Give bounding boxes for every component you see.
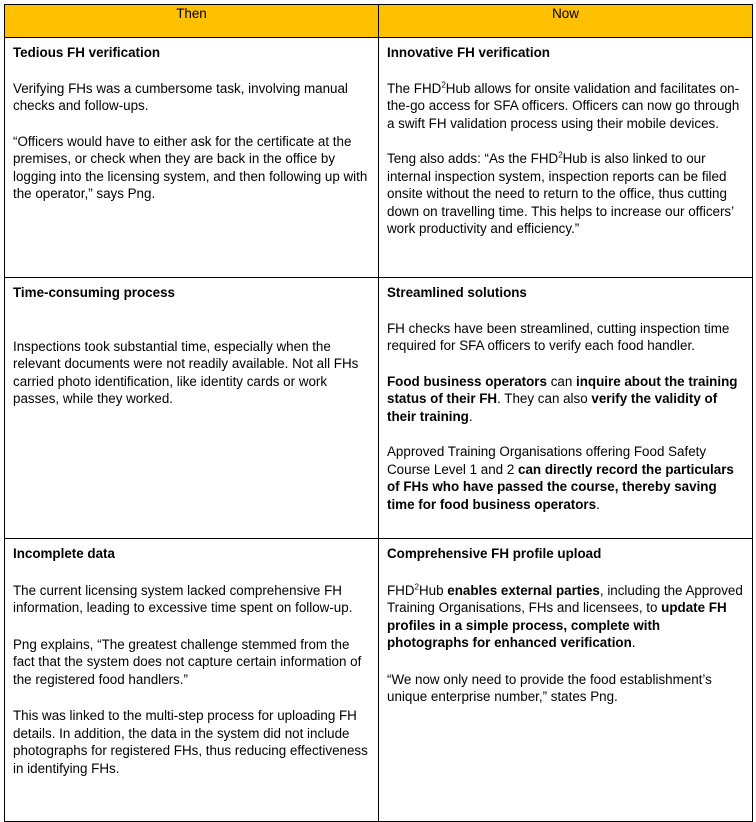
then-cell: [5, 278, 379, 539]
superscript: 2: [558, 150, 563, 160]
column-header-then: Then: [5, 5, 379, 38]
text-run: Approved Training Organisations offering Food Safety Course Level 1 and 2: [387, 444, 707, 477]
bold-run: Food business operators: [387, 373, 547, 389]
then-paragraph: Inspections took substantial time, especially when the relevant documents were not readily available. Not all FHs carried photo identification, like identity cards or work passes, while they worked.: [13, 338, 359, 406]
now-paragraph: [387, 443, 744, 513]
bold-run: can directly record the particulars of FHs who have passed the course, thereby saving time for food business operators: [387, 461, 734, 512]
text-run: FHD: [387, 582, 415, 598]
then-paragraph: This was linked to the multi-step process for uploading FH details. In addition, the data in the system did not include photographs for registered FHs, thus reducing effectiveness in identifying FHs.: [13, 708, 368, 776]
text-run: Teng also adds: “As the FHD: [387, 151, 559, 166]
comparison-table: [4, 4, 753, 822]
then-cell: [5, 38, 379, 278]
then-paragraph: The current licensing system lacked comprehensive FH information, leading to excessive time spent on follow-up.: [13, 582, 353, 615]
now-paragraph: [387, 582, 744, 652]
text-run: Hub: [418, 582, 448, 598]
table-row: [5, 278, 753, 539]
table-row: [5, 539, 753, 822]
then-cell: [5, 539, 379, 822]
now-cell: [379, 539, 753, 822]
text-run: .: [468, 408, 473, 424]
then-paragraph: Png explains, “The greatest challenge stemmed from the fact that the system does not capture certain information of the registered food handlers.”: [13, 636, 362, 687]
now-cell: [379, 38, 753, 278]
now-cell: [379, 278, 753, 539]
table-row: [5, 38, 753, 278]
superscript: 2: [441, 80, 446, 90]
text-run: The FHD: [387, 80, 442, 96]
now-cell-title: Streamlined solutions: [387, 285, 527, 300]
then-paragraph: “Officers would have to either ask for the certificate at the premises, or check when they are back in the office by logging into the licensing system, and then following up with the operator,” says Png.: [13, 133, 368, 201]
then-cell-title: Time-consuming process: [13, 285, 175, 300]
now-paragraph: [387, 373, 744, 426]
bold-run: enables external parties: [447, 582, 600, 598]
now-cell-title: Comprehensive FH profile upload: [387, 546, 602, 561]
text-run: Hub allows for onsite validation and facilitates on-the-go access for SFA officers. Officers can now go through a swift FH validation process using their mobile devices.: [387, 80, 740, 131]
text-run: Hub is also linked to our internal inspection system, inspection reports can be filed onsite without the need to return to the office, thus cutting down on travelling time. This helps to increase our officers’ work productivity and efficiency.”: [387, 151, 734, 236]
now-paragraph: “We now only need to provide the food establishment’s unique enterprise number,” states Png.: [387, 671, 712, 704]
bold-run: verify the validity of their training: [387, 391, 718, 424]
then-cell-title: Tedious FH verification: [13, 45, 161, 60]
text-run: , including the Approved Training Organisations, FHs and licensees, to: [387, 582, 743, 615]
now-paragraph: [387, 150, 744, 238]
superscript: 2: [414, 582, 419, 592]
now-cell-title: Innovative FH verification: [387, 45, 550, 60]
bold-run: inquire about the training status of their FH: [387, 373, 738, 406]
text-run: . They can also: [497, 391, 592, 406]
then-paragraph: Verifying FHs was a cumbersome task, involving manual checks and follow-ups.: [13, 80, 348, 113]
bold-run: update FH profiles in a simple process, complete with photographs for enhanced verification: [387, 600, 727, 650]
text-run: can: [546, 373, 576, 389]
header-row: [5, 5, 753, 38]
then-cell-title: Incomplete data: [13, 546, 115, 561]
now-paragraph: [387, 80, 744, 133]
now-paragraph: FH checks have been streamlined, cutting inspection time required for SFA officers to verify each food handler.: [387, 320, 730, 353]
text-run: .: [596, 496, 600, 512]
column-header-now: Now: [379, 5, 753, 38]
text-run: .: [631, 635, 636, 650]
